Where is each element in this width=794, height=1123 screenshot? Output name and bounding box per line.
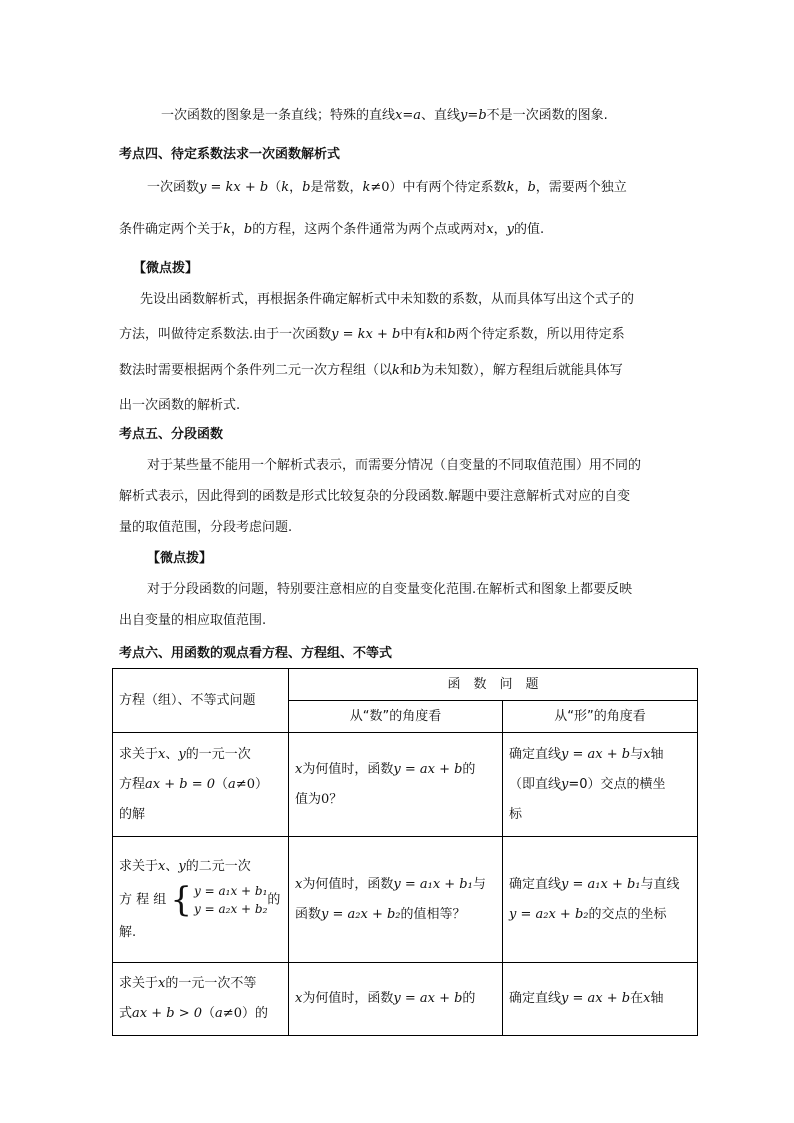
row3-equation-cell [113, 963, 289, 1036]
row2-shape-cell [503, 837, 698, 963]
text: 、 [165, 746, 179, 762]
text: 和 [399, 363, 413, 378]
paragraph-line-7: 出一次函数的解析式. [119, 398, 241, 413]
text: 与 [630, 746, 644, 762]
text: 、直线 [421, 108, 461, 123]
math-neq-zero: ≠0 [222, 1006, 242, 1021]
text: =0）交点的横坐 [568, 776, 666, 792]
math-formula-2: y = a₂x + b₂ [321, 906, 401, 922]
math-formula: y = kx + b [331, 327, 401, 342]
math-y: y [178, 746, 186, 762]
text: ， [230, 222, 244, 237]
header-text: 方程（组）、不等式问题 [119, 692, 256, 708]
math-formula: y = ax + b [393, 991, 463, 1006]
math-formula: y = ax + b [561, 991, 631, 1006]
left-brace-icon: { [170, 879, 193, 920]
header-text: 函 数 问 题 [447, 676, 539, 692]
math-k: k [506, 180, 515, 195]
math-x: x [295, 991, 303, 1006]
text: ， [514, 180, 528, 195]
text: 确定直线 [509, 991, 562, 1006]
math-inequality: ax + b > 0 [132, 1006, 203, 1021]
text: 与 [472, 876, 486, 892]
math-k: k [223, 222, 231, 237]
row1-number-cell [289, 733, 503, 837]
math-x: x [643, 991, 651, 1006]
paragraph-line-12: 出自变量的相应取值范围. [119, 613, 267, 628]
math-k: k [281, 180, 290, 195]
text: （即直线 [509, 776, 562, 792]
math-y: y [460, 108, 468, 123]
text: 求关于 [119, 976, 159, 991]
section-heading-6: 考点六、用函数的观点看方程、方程组、不等式 [119, 646, 393, 661]
text: 中有 [400, 327, 427, 342]
paragraph-line-8: 对于某些量不能用一个解析式表示，而需要分情况（自变量的不同取值范围）用不同的 [147, 458, 642, 473]
math-x: x [295, 761, 303, 777]
row2-equation-cell [113, 837, 289, 963]
math-x: x [395, 108, 403, 123]
text: ）中有两个待定系数 [389, 180, 507, 195]
math-formula-2: y = a₂x + b₂ [509, 906, 589, 922]
text: 是常数， [310, 180, 363, 195]
text: 解. [119, 924, 137, 940]
text: 两个待定系数，所以用待定系 [455, 327, 625, 342]
math-b: b [478, 108, 487, 123]
math-a: a [215, 1006, 223, 1021]
math-neq-zero: ≠0 [370, 180, 390, 195]
text: 为何值时，函数 [302, 876, 394, 892]
math-x: x [486, 222, 494, 237]
math-formula: y = ax + b [393, 761, 463, 777]
math-k: k [362, 180, 371, 195]
text: ） [254, 776, 268, 792]
math-y: y [506, 222, 514, 237]
text: 不是一次函数的图象. [486, 108, 608, 123]
math-x: x [643, 746, 651, 762]
text: 函数 [295, 906, 322, 922]
text: 在 [630, 991, 644, 1006]
math-k: k [426, 327, 435, 342]
math-formula: y = ax + b [561, 746, 631, 762]
text: ， [493, 222, 507, 237]
text: 轴 [650, 746, 664, 762]
paragraph-line-11: 对于分段函数的问题，特别要注意相应的自变量变化范围.在解析式和图象上都要反映 [147, 582, 633, 597]
text: 和 [434, 327, 448, 342]
row1-shape-cell [503, 733, 698, 837]
math-equation-2: y = a₂x + b₂ [194, 901, 268, 916]
tip-label-1: 【微点拨】 [133, 261, 199, 276]
text: 方程 [119, 776, 146, 792]
text: 数法时需要根据两个条件列二元一次方程组（以 [119, 363, 393, 378]
text: 方法，叫做待定系数法.由于一次函数 [119, 327, 332, 342]
paragraph-line-9: 解析式表示，因此得到的函数是形式比较复杂的分段函数.解题中要注意解析式对应的自变 [119, 489, 631, 504]
row3-number-cell [289, 963, 503, 1036]
math-formula-1: y = a₁x + b₁ [393, 876, 473, 892]
header-number-view [289, 701, 503, 733]
table-row [113, 733, 698, 837]
math-a: a [228, 776, 236, 792]
math-a: a [413, 108, 422, 123]
text: 为何值时，函数 [302, 761, 394, 777]
math-b: b [243, 222, 253, 237]
text: 标 [509, 806, 523, 822]
math-b: b [527, 180, 536, 195]
text: 求关于 [119, 858, 159, 874]
row3-shape-cell [503, 963, 698, 1036]
math-b: b [447, 327, 456, 342]
table-row [113, 837, 698, 963]
text: 的一元一次不等 [165, 976, 257, 991]
math-equation-1: y = a₁x + b₁ [194, 883, 268, 898]
text: 一次函数 [147, 180, 200, 195]
math-formula: y = kx + b [199, 180, 269, 195]
text: 确定直线 [509, 746, 562, 762]
text: 的二元一次 [185, 858, 251, 874]
tip-label-2: 【微点拨】 [147, 551, 213, 566]
text: 确定直线 [509, 876, 562, 892]
text: （ [268, 180, 282, 195]
header-text: 从“形”的角度看 [554, 708, 646, 724]
paragraph-line-4: 先设出函数解析式，再根据条件确定解析式中未知数的系数，从而具体写出这个式子的 [140, 292, 635, 307]
math-y: y [178, 858, 186, 874]
text: 的交点的坐标 [588, 906, 667, 922]
text: ， [289, 180, 303, 195]
math-b: b [412, 363, 422, 378]
text: 轴 [650, 991, 664, 1006]
text: 与直线 [640, 876, 680, 892]
row1-equation-cell [113, 733, 289, 837]
math-k: k [392, 363, 400, 378]
row2-number-cell [289, 837, 503, 963]
text: 为何值时，函数 [302, 991, 394, 1006]
section-heading-4: 考点四、待定系数法求一次函数解析式 [119, 147, 341, 162]
paragraph-line-1 [161, 106, 608, 126]
math-x: x [158, 746, 166, 762]
text: （ [215, 776, 229, 792]
paragraph-line-10: 量的取值范围，分段考虑问题. [119, 520, 293, 535]
text: 式 [119, 1006, 133, 1021]
text: （ [202, 1006, 216, 1021]
text: ？ [329, 791, 343, 807]
header-shape-view [503, 701, 698, 733]
text: 、 [165, 858, 179, 874]
text: 的一元一次 [185, 746, 251, 762]
paragraph-line-6 [119, 361, 623, 381]
text: ，需要两个独立 [535, 180, 627, 195]
comparison-table [112, 668, 698, 1036]
text: 的解 [119, 806, 146, 822]
paragraph-line-5 [119, 325, 625, 345]
text: 方 程 组 [119, 892, 167, 907]
text: ）的 [241, 1006, 268, 1021]
text: 的 [462, 991, 476, 1006]
text: 的方程，这两个条件通常为两个点或两对 [252, 222, 487, 237]
header-function-problem [289, 669, 698, 701]
section-heading-5: 考点五、分段函数 [119, 427, 224, 442]
math-x: x [295, 876, 303, 892]
header-equation-problem [113, 669, 289, 733]
text: 的 [462, 761, 476, 777]
text: 值为 [295, 791, 322, 807]
math-equation: ax + b = 0 [145, 776, 216, 792]
paragraph-line-2 [147, 178, 627, 198]
text: 的值相等？ [400, 906, 466, 922]
equation-system [170, 879, 268, 920]
math-y: y [561, 776, 569, 792]
text: 为未知数），解方程组后就能具体写 [421, 363, 623, 378]
paragraph-line-3 [119, 220, 544, 240]
math-x: x [158, 858, 166, 874]
math-equals: = [402, 108, 414, 123]
text: 一次函数的图象是一条直线；特殊的直线 [161, 108, 396, 123]
text: 条件确定两个关于 [119, 222, 224, 237]
math-neq-zero: ≠0 [235, 776, 255, 792]
text: 的值. [513, 222, 545, 237]
math-b: b [302, 180, 311, 195]
table-row [113, 963, 698, 1036]
math-zero: 0 [321, 791, 330, 807]
header-text: 从“数”的角度看 [349, 708, 442, 724]
math-formula-1: y = a₁x + b₁ [561, 876, 641, 892]
text: 求关于 [119, 746, 159, 762]
text: 的 [267, 892, 281, 907]
math-x: x [158, 976, 166, 991]
math-equals: = [467, 108, 479, 123]
